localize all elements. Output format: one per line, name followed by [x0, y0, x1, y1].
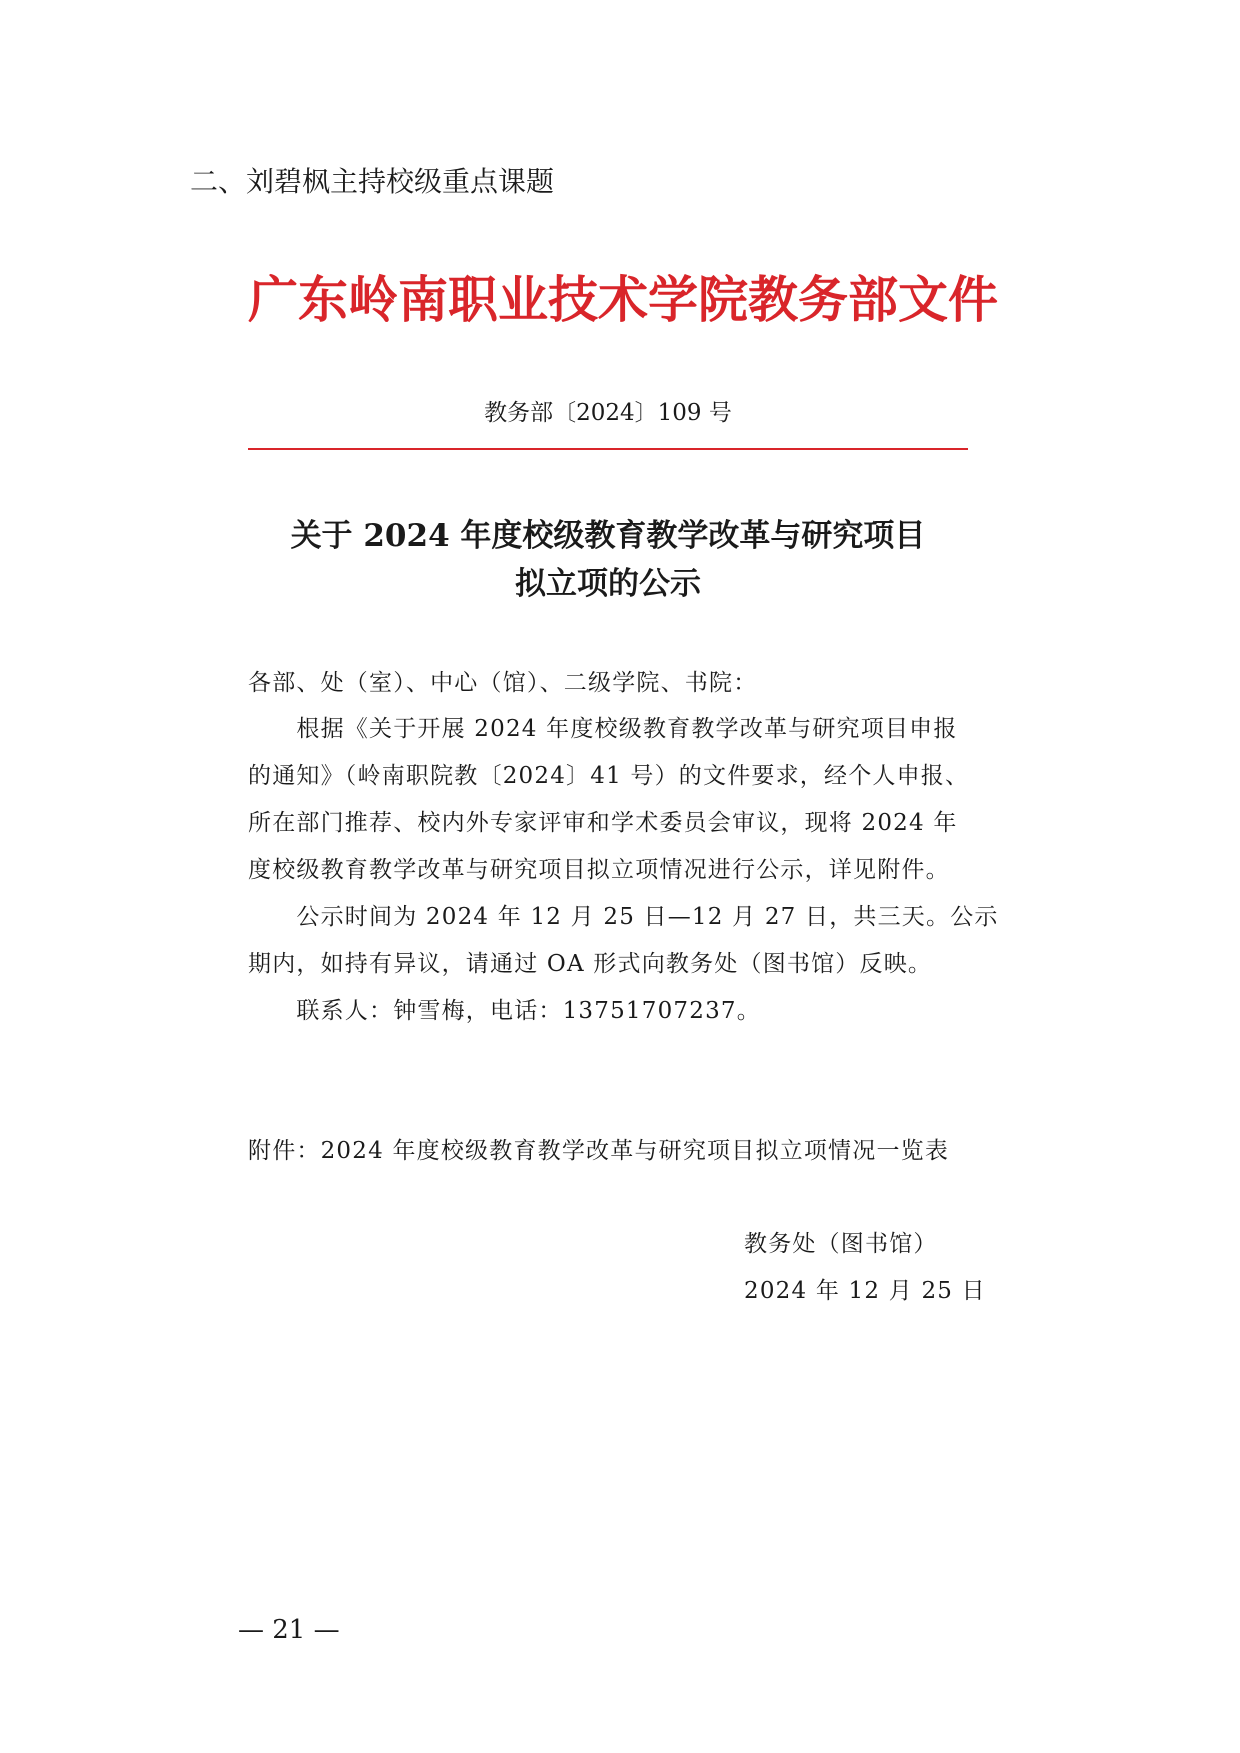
paragraph-2-line-2: 期内，如持有异议，请通过 OA 形式向教务处（图书馆）反映。 — [248, 951, 933, 977]
section-heading: 二、刘碧枫主持校级重点课题 — [190, 165, 555, 198]
page-number: — 21 — — [238, 1615, 340, 1645]
paragraph-1-line-2: 的通知》（岭南职院教〔2024〕41 号）的文件要求，经个人申报、 — [248, 763, 970, 789]
issuing-authority-title: 广东岭南职业技术学院教务部文件 — [248, 270, 998, 329]
document-title-line-1: 关于 2024 年度校级教育教学改革与研究项目 — [290, 518, 926, 554]
contact-line: 联系人：钟雪梅，电话：13751707237。 — [248, 998, 761, 1024]
paragraph-2-line-1: 公示时间为 2024 年 12 月 25 日—12 月 27 日，共三天。公示 — [248, 904, 999, 930]
salutation: 各部、处（室）、中心（馆）、二级学院、书院： — [248, 670, 758, 696]
paragraph-1-line-3: 所在部门推荐、校内外专家评审和学术委员会审议，现将 2024 年 — [248, 810, 958, 836]
paragraph-1-line-1: 根据《关于开展 2024 年度校级教育教学改革与研究项目申报 — [248, 716, 958, 742]
document-title-line-2: 拟立项的公示 — [515, 566, 701, 602]
attachment-line: 附件：2024 年度校级教育教学改革与研究项目拟立项情况一览表 — [248, 1138, 950, 1164]
paragraph-1-line-4: 度校级教育教学改革与研究项目拟立项情况进行公示，详见附件。 — [248, 857, 950, 883]
red-separator-rule — [248, 448, 968, 450]
signature-organization: 教务处（图书馆） — [744, 1231, 938, 1257]
document-number: 教务部〔2024〕109 号 — [484, 400, 732, 426]
signature-date: 2024 年 12 月 25 日 — [744, 1278, 986, 1304]
